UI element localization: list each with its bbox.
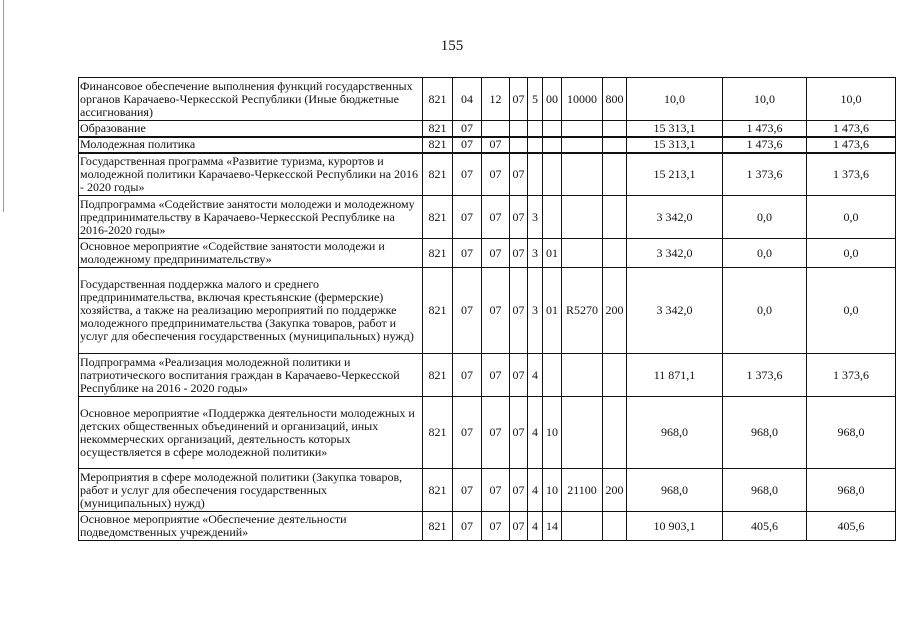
expense-type-code [603, 397, 627, 469]
grbs-code: 821 [423, 78, 453, 121]
direction-code [562, 196, 603, 239]
grbs-code: 821 [423, 137, 453, 153]
sum-year-1: 3 342,0 [627, 196, 723, 239]
direction-code: R5270 [562, 268, 603, 354]
grbs-code: 821 [423, 121, 453, 137]
sum-year-2: 968,0 [723, 397, 807, 469]
subprogram-code [528, 137, 543, 153]
event-code [543, 354, 562, 397]
row-name: Государственная программа «Развитие туризма, курортов и молодежной политики Карачаево-Черкесской Республики на 2016 - 2020 годы» [79, 153, 423, 196]
expense-type-code: 200 [603, 469, 627, 512]
event-code [543, 121, 562, 137]
sum-year-2: 968,0 [723, 469, 807, 512]
subprogram-code: 4 [528, 354, 543, 397]
program-code: 07 [510, 512, 528, 541]
subsection-code [482, 121, 510, 137]
sum-year-3: 405,6 [807, 512, 896, 541]
table-row [79, 512, 896, 541]
sum-year-2: 10,0 [723, 78, 807, 121]
sum-year-3: 968,0 [807, 469, 896, 512]
grbs-code: 821 [423, 469, 453, 512]
program-code: 07 [510, 196, 528, 239]
sum-year-2: 0,0 [723, 196, 807, 239]
sum-year-2: 1 373,6 [723, 354, 807, 397]
scan-edge-line [3, 0, 4, 212]
sum-year-3: 0,0 [807, 239, 896, 268]
section-code: 07 [453, 239, 482, 268]
expense-type-code [603, 121, 627, 137]
table-row [79, 354, 896, 397]
grbs-code: 821 [423, 268, 453, 354]
subsection-code: 07 [482, 512, 510, 541]
sum-year-3: 0,0 [807, 196, 896, 239]
subprogram-code: 5 [528, 78, 543, 121]
sum-year-3: 1 473,6 [807, 121, 896, 137]
section-code: 07 [453, 397, 482, 469]
subprogram-code [528, 153, 543, 196]
section-code: 07 [453, 354, 482, 397]
program-code: 07 [510, 153, 528, 196]
event-code: 01 [543, 239, 562, 268]
event-code [543, 153, 562, 196]
subsection-code: 07 [482, 239, 510, 268]
page-number: 155 [440, 38, 464, 54]
sum-year-1: 11 871,1 [627, 354, 723, 397]
subsection-code: 07 [482, 354, 510, 397]
grbs-code: 821 [423, 354, 453, 397]
program-code: 07 [510, 469, 528, 512]
grbs-code: 821 [423, 397, 453, 469]
event-code: 14 [543, 512, 562, 541]
event-code: 00 [543, 78, 562, 121]
subsection-code: 07 [482, 268, 510, 354]
subprogram-code: 4 [528, 512, 543, 541]
row-name: Финансовое обеспечение выполнения функций государственных органов Карачаево-Черкесской Республики (Иные бюджетные ассигнования) [79, 78, 423, 121]
program-code: 07 [510, 78, 528, 121]
table-row [79, 268, 896, 354]
row-name: Подпрограмма «Содействие занятости молодежи и молодежному предпринимательству в Карачаево-Черкесской Республике на 2016-2020 годы» [79, 196, 423, 239]
direction-code: 21100 [562, 469, 603, 512]
direction-code [562, 512, 603, 541]
table-row [79, 239, 896, 268]
program-code: 07 [510, 268, 528, 354]
row-name: Основное мероприятие «Обеспечение деятельности подведомственных учреждений» [79, 512, 423, 541]
sum-year-2: 1 473,6 [723, 121, 807, 137]
sum-year-3: 1 373,6 [807, 153, 896, 196]
program-code [510, 121, 528, 137]
sum-year-2: 0,0 [723, 239, 807, 268]
subprogram-code: 4 [528, 469, 543, 512]
sum-year-1: 15 313,1 [627, 121, 723, 137]
table-row [79, 137, 896, 153]
subsection-code: 07 [482, 196, 510, 239]
table-row [79, 196, 896, 239]
program-code: 07 [510, 239, 528, 268]
section-code: 07 [453, 137, 482, 153]
expense-type-code [603, 512, 627, 541]
sum-year-3: 1 373,6 [807, 354, 896, 397]
subprogram-code: 3 [528, 268, 543, 354]
direction-code: 10000 [562, 78, 603, 121]
event-code: 10 [543, 469, 562, 512]
expense-type-code: 800 [603, 78, 627, 121]
sum-year-2: 0,0 [723, 268, 807, 354]
table-row [79, 153, 896, 196]
sum-year-1: 15 213,1 [627, 153, 723, 196]
direction-code [562, 354, 603, 397]
section-code: 07 [453, 268, 482, 354]
subsection-code: 07 [482, 137, 510, 153]
expense-type-code [603, 196, 627, 239]
sum-year-2: 1 373,6 [723, 153, 807, 196]
sum-year-2: 1 473,6 [723, 137, 807, 153]
event-code: 01 [543, 268, 562, 354]
subsection-code: 07 [482, 397, 510, 469]
row-name: Образование [79, 121, 423, 137]
section-code: 04 [453, 78, 482, 121]
sum-year-1: 10,0 [627, 78, 723, 121]
section-code: 07 [453, 512, 482, 541]
event-code: 10 [543, 397, 562, 469]
table-row [79, 121, 896, 137]
event-code [543, 196, 562, 239]
grbs-code: 821 [423, 512, 453, 541]
row-name: Государственная поддержка малого и среднего предпринимательства, включая крестьянские (фермерские) хозяйства, а также на реализацию мероприятий по поддержке молодежного предпринимательства (Закупка товаров, работ и услуг для обеспечения государственных (муниципальных) нужд) [79, 268, 423, 354]
subsection-code: 07 [482, 153, 510, 196]
sum-year-1: 968,0 [627, 397, 723, 469]
sum-year-3: 0,0 [807, 268, 896, 354]
event-code [543, 137, 562, 153]
expense-type-code [603, 137, 627, 153]
direction-code [562, 153, 603, 196]
section-code: 07 [453, 153, 482, 196]
budget-rows [79, 78, 896, 541]
row-name: Основное мероприятие «Содействие занятости молодежи и молодежному предпринимательству» [79, 239, 423, 268]
section-code: 07 [453, 469, 482, 512]
section-code: 07 [453, 121, 482, 137]
subprogram-code: 3 [528, 239, 543, 268]
sum-year-1: 15 313,1 [627, 137, 723, 153]
subsection-code: 07 [482, 469, 510, 512]
expense-type-code [603, 153, 627, 196]
sum-year-1: 3 342,0 [627, 268, 723, 354]
program-code: 07 [510, 354, 528, 397]
direction-code [562, 137, 603, 153]
sum-year-2: 405,6 [723, 512, 807, 541]
grbs-code: 821 [423, 196, 453, 239]
row-name: Подпрограмма «Реализация молодежной политики и патриотического воспитания граждан в Карачаево-Черкесской Республике на 2016 - 2020 годы» [79, 354, 423, 397]
direction-code [562, 397, 603, 469]
sum-year-3: 10,0 [807, 78, 896, 121]
subprogram-code: 3 [528, 196, 543, 239]
sum-year-1: 3 342,0 [627, 239, 723, 268]
direction-code [562, 239, 603, 268]
budget-table [78, 77, 896, 541]
subprogram-code [528, 121, 543, 137]
table-row [79, 78, 896, 121]
sum-year-3: 1 473,6 [807, 137, 896, 153]
direction-code [562, 121, 603, 137]
expense-type-code [603, 354, 627, 397]
sum-year-1: 10 903,1 [627, 512, 723, 541]
grbs-code: 821 [423, 239, 453, 268]
sum-year-1: 968,0 [627, 469, 723, 512]
expense-type-code [603, 239, 627, 268]
table-row [79, 469, 896, 512]
section-code: 07 [453, 196, 482, 239]
row-name: Мероприятия в сфере молодежной политики (Закупка товаров, работ и услуг для обеспечения государственных (муниципальных) нужд) [79, 469, 423, 512]
expense-type-code: 200 [603, 268, 627, 354]
row-name: Молодежная политика [79, 137, 423, 153]
row-name: Основное мероприятие «Поддержка деятельности молодежных и детских общественных объединений и организаций, иных некоммерческих организаций, деятельность которых осуществляется в сфере молодежной политики» [79, 397, 423, 469]
program-code [510, 137, 528, 153]
subprogram-code: 4 [528, 397, 543, 469]
grbs-code: 821 [423, 153, 453, 196]
table-row [79, 397, 896, 469]
sum-year-3: 968,0 [807, 397, 896, 469]
subsection-code: 12 [482, 78, 510, 121]
program-code: 07 [510, 397, 528, 469]
